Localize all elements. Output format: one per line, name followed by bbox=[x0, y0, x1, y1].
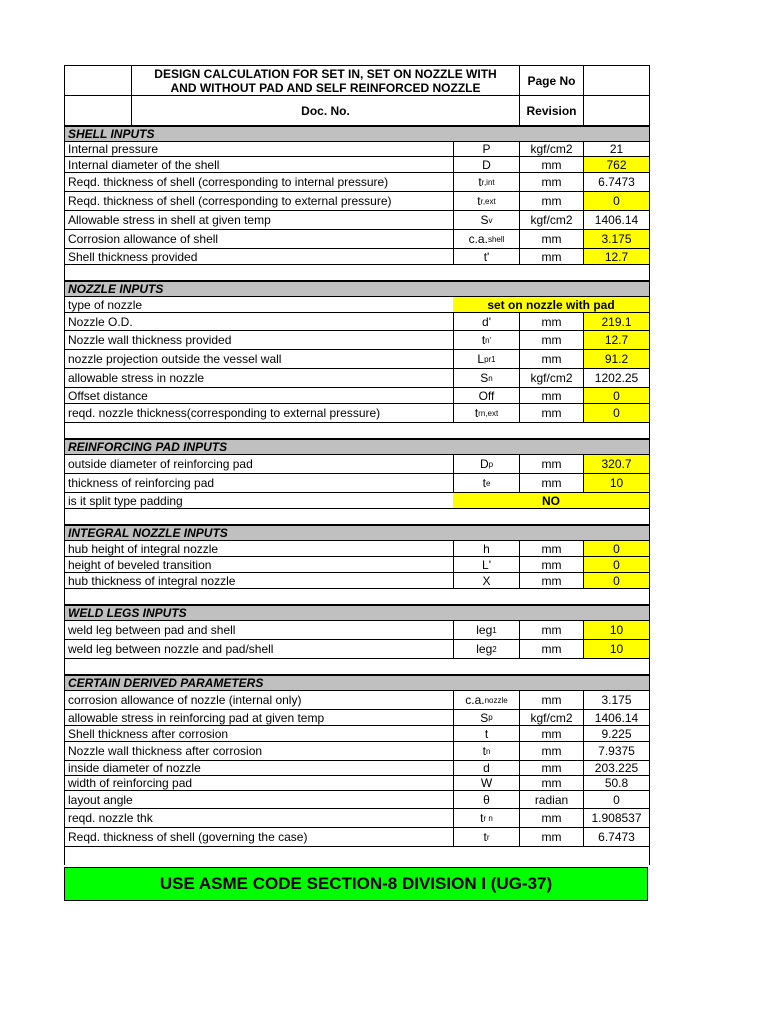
page-no-value[interactable] bbox=[583, 66, 649, 95]
pad-rows bbox=[65, 455, 649, 493]
symbol-main: d bbox=[483, 761, 490, 775]
param-label: weld leg between nozzle and pad/shell bbox=[68, 642, 274, 656]
param-value: 1406.14 bbox=[583, 211, 649, 229]
section-title: SHELL INPUTS bbox=[68, 127, 155, 141]
param-symbol bbox=[453, 157, 519, 172]
symbol-main: d' bbox=[482, 314, 491, 329]
calculation-sheet bbox=[64, 65, 650, 865]
section-pad-inputs bbox=[65, 439, 649, 455]
param-label: Reqd. thickness of shell (governing the case) bbox=[68, 830, 308, 844]
symbol-subscript: rn,ext bbox=[478, 408, 499, 418]
param-unit: kgf/cm2 bbox=[519, 211, 583, 229]
derived-rows bbox=[65, 691, 649, 847]
param-symbol bbox=[453, 726, 519, 741]
shell-rows bbox=[65, 142, 649, 265]
table-row bbox=[65, 350, 649, 369]
param-unit: mm bbox=[519, 331, 583, 349]
symbol-main: L' bbox=[482, 557, 491, 572]
param-symbol bbox=[453, 369, 519, 387]
param-symbol bbox=[453, 640, 519, 658]
param-label: Allowable stress in shell at given temp bbox=[68, 213, 271, 227]
table-row bbox=[65, 621, 649, 640]
param-unit: mm bbox=[519, 761, 583, 775]
table-row bbox=[65, 726, 649, 742]
param-unit: mm bbox=[519, 541, 583, 556]
param-unit: mm bbox=[519, 726, 583, 741]
symbol-subscript: shell bbox=[487, 234, 505, 244]
param-symbol bbox=[453, 776, 519, 790]
symbol-main: L bbox=[477, 352, 485, 366]
param-symbol bbox=[453, 455, 519, 473]
param-label: Shell thickness provided bbox=[68, 249, 198, 264]
param-symbol bbox=[453, 809, 519, 827]
symbol-subscript: nozzle bbox=[484, 695, 508, 705]
param-symbol bbox=[453, 173, 519, 191]
param-unit: mm bbox=[519, 474, 583, 492]
param-label: hub height of integral nozzle bbox=[68, 541, 219, 556]
table-row bbox=[65, 388, 649, 404]
integral-rows bbox=[65, 541, 649, 589]
param-label: Nozzle O.D. bbox=[68, 314, 133, 329]
param-unit: mm bbox=[519, 313, 583, 330]
param-symbol bbox=[453, 710, 519, 725]
param-label: Nozzle wall thickness provided bbox=[68, 333, 232, 347]
param-value: 1.908537 bbox=[583, 809, 649, 827]
table-row bbox=[65, 691, 649, 710]
param-symbol bbox=[453, 211, 519, 229]
param-unit: mm bbox=[519, 828, 583, 846]
param-unit: mm bbox=[519, 742, 583, 760]
symbol-main: t bbox=[484, 726, 489, 741]
param-label: reqd. nozzle thickness(corresponding to external pressure) bbox=[68, 406, 381, 420]
param-value[interactable]: 10 bbox=[583, 474, 649, 492]
table-row bbox=[65, 557, 649, 573]
param-unit: mm bbox=[519, 404, 583, 422]
symbol-subscript: r n bbox=[483, 813, 493, 823]
param-symbol bbox=[453, 192, 519, 210]
param-label: inside diameter of nozzle bbox=[68, 761, 201, 775]
param-label: Reqd. thickness of shell (corresponding to internal pressure) bbox=[68, 175, 389, 189]
spacer-row bbox=[65, 589, 649, 605]
table-row bbox=[65, 776, 649, 791]
symbol-subscript: v bbox=[488, 215, 493, 225]
param-symbol bbox=[453, 331, 519, 349]
param-unit: mm bbox=[519, 455, 583, 473]
param-unit: mm bbox=[519, 230, 583, 248]
symbol-subscript: e bbox=[485, 478, 491, 488]
param-value[interactable]: 762 bbox=[583, 157, 649, 172]
param-value[interactable]: 10 bbox=[583, 621, 649, 639]
section-weld-inputs bbox=[65, 605, 649, 621]
table-row bbox=[65, 157, 649, 173]
param-symbol bbox=[453, 691, 519, 709]
symbol-main: h bbox=[483, 541, 490, 556]
spacer-row bbox=[65, 265, 649, 281]
param-symbol bbox=[453, 230, 519, 248]
symbol-main: c.a. bbox=[468, 232, 488, 246]
param-unit: mm bbox=[519, 573, 583, 588]
table-row bbox=[65, 541, 649, 557]
table-row bbox=[65, 791, 649, 809]
param-symbol bbox=[453, 249, 519, 264]
spacer-row bbox=[65, 659, 649, 675]
param-unit: mm bbox=[519, 192, 583, 210]
symbol-main: D bbox=[479, 457, 489, 471]
param-label: Reqd. thickness of shell (corresponding to external pressure) bbox=[68, 194, 392, 208]
symbol-main: t bbox=[482, 744, 486, 758]
document-title bbox=[131, 66, 519, 95]
param-value[interactable]: 10 bbox=[583, 640, 649, 658]
section-integral-inputs bbox=[65, 525, 649, 541]
nozzle-type-row bbox=[65, 297, 649, 313]
param-unit: radian bbox=[519, 791, 583, 808]
title-line-2: AND WITHOUT PAD AND SELF REINFORCED NOZZLE bbox=[170, 80, 481, 95]
param-symbol bbox=[453, 142, 519, 156]
param-label: height of beveled transition bbox=[68, 557, 212, 572]
param-symbol bbox=[453, 541, 519, 556]
spacer-row bbox=[65, 847, 649, 865]
table-row bbox=[65, 331, 649, 350]
param-unit: mm bbox=[519, 809, 583, 827]
symbol-main: D bbox=[482, 157, 491, 172]
table-row bbox=[65, 404, 649, 423]
param-value: 6.7473 bbox=[583, 828, 649, 846]
param-label: outside diameter of reinforcing pad bbox=[68, 457, 253, 471]
param-label: hub thickness of integral nozzle bbox=[68, 573, 236, 588]
section-derived-parameters bbox=[65, 675, 649, 691]
param-value: 0 bbox=[583, 791, 649, 808]
param-symbol bbox=[453, 621, 519, 639]
revision-label: Revision bbox=[519, 96, 583, 125]
param-symbol bbox=[453, 350, 519, 368]
symbol-subscript: 1 bbox=[492, 625, 497, 635]
nozzle-rows bbox=[65, 313, 649, 423]
param-value: 1202.25 bbox=[583, 369, 649, 387]
param-label: weld leg between pad and shell bbox=[68, 623, 236, 637]
table-row bbox=[65, 809, 649, 828]
param-value: 21 bbox=[583, 142, 649, 156]
table-row bbox=[65, 313, 649, 331]
section-nozzle-inputs bbox=[65, 281, 649, 297]
param-value[interactable]: 0 bbox=[583, 573, 649, 588]
param-unit: mm bbox=[519, 157, 583, 172]
table-row bbox=[65, 474, 649, 493]
split-padding-row bbox=[65, 493, 649, 509]
section-title: CERTAIN DERIVED PARAMETERS bbox=[68, 676, 264, 690]
title-line-1: DESIGN CALCULATION FOR SET IN, SET ON NOZZLE WITH bbox=[154, 66, 497, 81]
nozzle-type-label: type of nozzle bbox=[68, 297, 143, 312]
section-title: INTEGRAL NOZZLE INPUTS bbox=[68, 526, 228, 540]
param-value: 50.8 bbox=[583, 776, 649, 790]
param-symbol bbox=[453, 388, 519, 403]
logo-cell-lower bbox=[65, 96, 131, 125]
param-label: layout angle bbox=[68, 792, 133, 807]
param-value[interactable]: 0 bbox=[583, 388, 649, 403]
param-unit: mm bbox=[519, 173, 583, 191]
param-value[interactable]: 0 bbox=[583, 557, 649, 572]
code-reference-banner: USE ASME CODE SECTION-8 DIVISION I (UG-37) bbox=[64, 867, 648, 901]
symbol-subscript: pr1 bbox=[484, 354, 496, 364]
param-value: 1406.14 bbox=[583, 710, 649, 725]
param-symbol bbox=[453, 573, 519, 588]
symbol-main: P bbox=[482, 142, 491, 156]
symbol-main: Off bbox=[478, 388, 495, 403]
logo-cell bbox=[65, 66, 131, 95]
symbol-subscript: n bbox=[485, 746, 491, 756]
param-label: corrosion allowance of nozzle (internal only) bbox=[68, 693, 302, 707]
table-row bbox=[65, 710, 649, 726]
symbol-subscript: p bbox=[488, 713, 493, 722]
table-row bbox=[65, 742, 649, 761]
param-label: Internal pressure bbox=[68, 142, 159, 156]
param-value: 7.9375 bbox=[583, 742, 649, 760]
param-label: reqd. nozzle thk bbox=[68, 811, 153, 825]
revision-value[interactable] bbox=[583, 96, 649, 125]
symbol-subscript: r bbox=[486, 832, 490, 842]
param-unit: mm bbox=[519, 640, 583, 658]
symbol-main: t bbox=[481, 333, 486, 347]
param-unit: mm bbox=[519, 350, 583, 368]
symbol-main: t bbox=[477, 194, 481, 208]
symbol-main: θ bbox=[483, 792, 490, 807]
table-row bbox=[65, 142, 649, 157]
symbol-subscript: n bbox=[488, 373, 493, 383]
param-value[interactable]: 0 bbox=[583, 541, 649, 556]
symbol-subscript: 2 bbox=[492, 644, 497, 654]
param-unit: kgf/cm2 bbox=[519, 369, 583, 387]
param-value: 3.175 bbox=[583, 691, 649, 709]
symbol-subscript: n' bbox=[485, 335, 492, 345]
split-padding-value[interactable]: NO bbox=[453, 493, 649, 508]
param-label: Shell thickness after corrosion bbox=[68, 726, 229, 741]
param-symbol bbox=[453, 761, 519, 775]
symbol-subscript: r,ext bbox=[480, 196, 496, 206]
param-unit: mm bbox=[519, 691, 583, 709]
symbol-subscript: p bbox=[488, 459, 494, 469]
param-label: Nozzle wall thickness after corrosion bbox=[68, 744, 263, 758]
param-label: Offset distance bbox=[68, 388, 148, 403]
symbol-subscript: r,int bbox=[481, 177, 495, 187]
param-value[interactable]: 0 bbox=[583, 192, 649, 210]
param-unit: mm bbox=[519, 621, 583, 639]
param-value[interactable]: 12.7 bbox=[583, 249, 649, 264]
param-unit: kgf/cm2 bbox=[519, 142, 583, 156]
section-title: NOZZLE INPUTS bbox=[68, 282, 164, 296]
param-label: Internal diameter of the shell bbox=[68, 157, 220, 172]
symbol-main: S bbox=[480, 710, 489, 725]
table-row bbox=[65, 369, 649, 388]
spacer-row bbox=[65, 423, 649, 439]
param-value: 9.225 bbox=[583, 726, 649, 741]
param-symbol bbox=[453, 404, 519, 422]
table-row bbox=[65, 249, 649, 265]
doc-row bbox=[65, 96, 649, 126]
param-unit: mm bbox=[519, 249, 583, 264]
symbol-main: S bbox=[480, 213, 489, 227]
param-value: 6.7473 bbox=[583, 173, 649, 191]
table-row bbox=[65, 455, 649, 474]
param-value[interactable]: 0 bbox=[583, 404, 649, 422]
param-label: Corrosion allowance of shell bbox=[68, 232, 219, 246]
symbol-main: W bbox=[480, 776, 493, 790]
param-value[interactable]: 320.7 bbox=[583, 455, 649, 473]
param-value[interactable]: 91.2 bbox=[583, 350, 649, 368]
param-unit: mm bbox=[519, 776, 583, 790]
table-row bbox=[65, 192, 649, 211]
symbol-main: t bbox=[478, 175, 482, 189]
symbol-main: t' bbox=[483, 249, 490, 264]
section-shell-inputs bbox=[65, 126, 649, 142]
weld-rows bbox=[65, 621, 649, 659]
table-row bbox=[65, 211, 649, 230]
param-symbol bbox=[453, 791, 519, 808]
param-label: allowable stress in nozzle bbox=[68, 371, 205, 385]
param-symbol bbox=[453, 474, 519, 492]
param-symbol bbox=[453, 557, 519, 572]
symbol-main: leg bbox=[476, 642, 493, 656]
table-row bbox=[65, 828, 649, 847]
title-row bbox=[65, 65, 649, 96]
param-label: nozzle projection outside the vessel wall bbox=[68, 352, 282, 366]
page-no-label: Page No bbox=[519, 66, 583, 95]
param-label: thickness of reinforcing pad bbox=[68, 476, 215, 490]
param-value[interactable]: 3.175 bbox=[583, 230, 649, 248]
param-symbol bbox=[453, 742, 519, 760]
param-value[interactable]: 219.1 bbox=[583, 313, 649, 330]
symbol-main: X bbox=[482, 573, 491, 588]
table-row bbox=[65, 573, 649, 589]
doc-no-label: Doc. No. bbox=[131, 96, 519, 125]
spacer-row bbox=[65, 509, 649, 525]
param-unit: mm bbox=[519, 388, 583, 403]
section-title: REINFORCING PAD INPUTS bbox=[68, 440, 228, 454]
symbol-main: c.a. bbox=[465, 693, 485, 707]
param-symbol bbox=[453, 828, 519, 846]
symbol-main: t bbox=[474, 406, 479, 420]
symbol-main: S bbox=[480, 371, 489, 385]
param-label: width of reinforcing pad bbox=[68, 776, 193, 790]
symbol-main: t bbox=[482, 476, 486, 490]
param-label: allowable stress in reinforcing pad at given temp bbox=[68, 710, 325, 725]
nozzle-type-value[interactable]: set on nozzle with pad bbox=[453, 297, 649, 312]
symbol-main: t bbox=[483, 830, 487, 844]
param-value: 203.225 bbox=[583, 761, 649, 775]
symbol-main: leg bbox=[476, 623, 493, 637]
table-row bbox=[65, 761, 649, 776]
split-padding-label: is it split type padding bbox=[68, 493, 183, 508]
section-title: WELD LEGS INPUTS bbox=[68, 606, 187, 620]
table-row bbox=[65, 640, 649, 659]
param-symbol bbox=[453, 313, 519, 330]
param-unit: mm bbox=[519, 557, 583, 572]
param-unit: kgf/cm2 bbox=[519, 710, 583, 725]
param-value[interactable]: 12.7 bbox=[583, 331, 649, 349]
table-row bbox=[65, 230, 649, 249]
table-row bbox=[65, 173, 649, 192]
symbol-main: t bbox=[480, 811, 484, 825]
